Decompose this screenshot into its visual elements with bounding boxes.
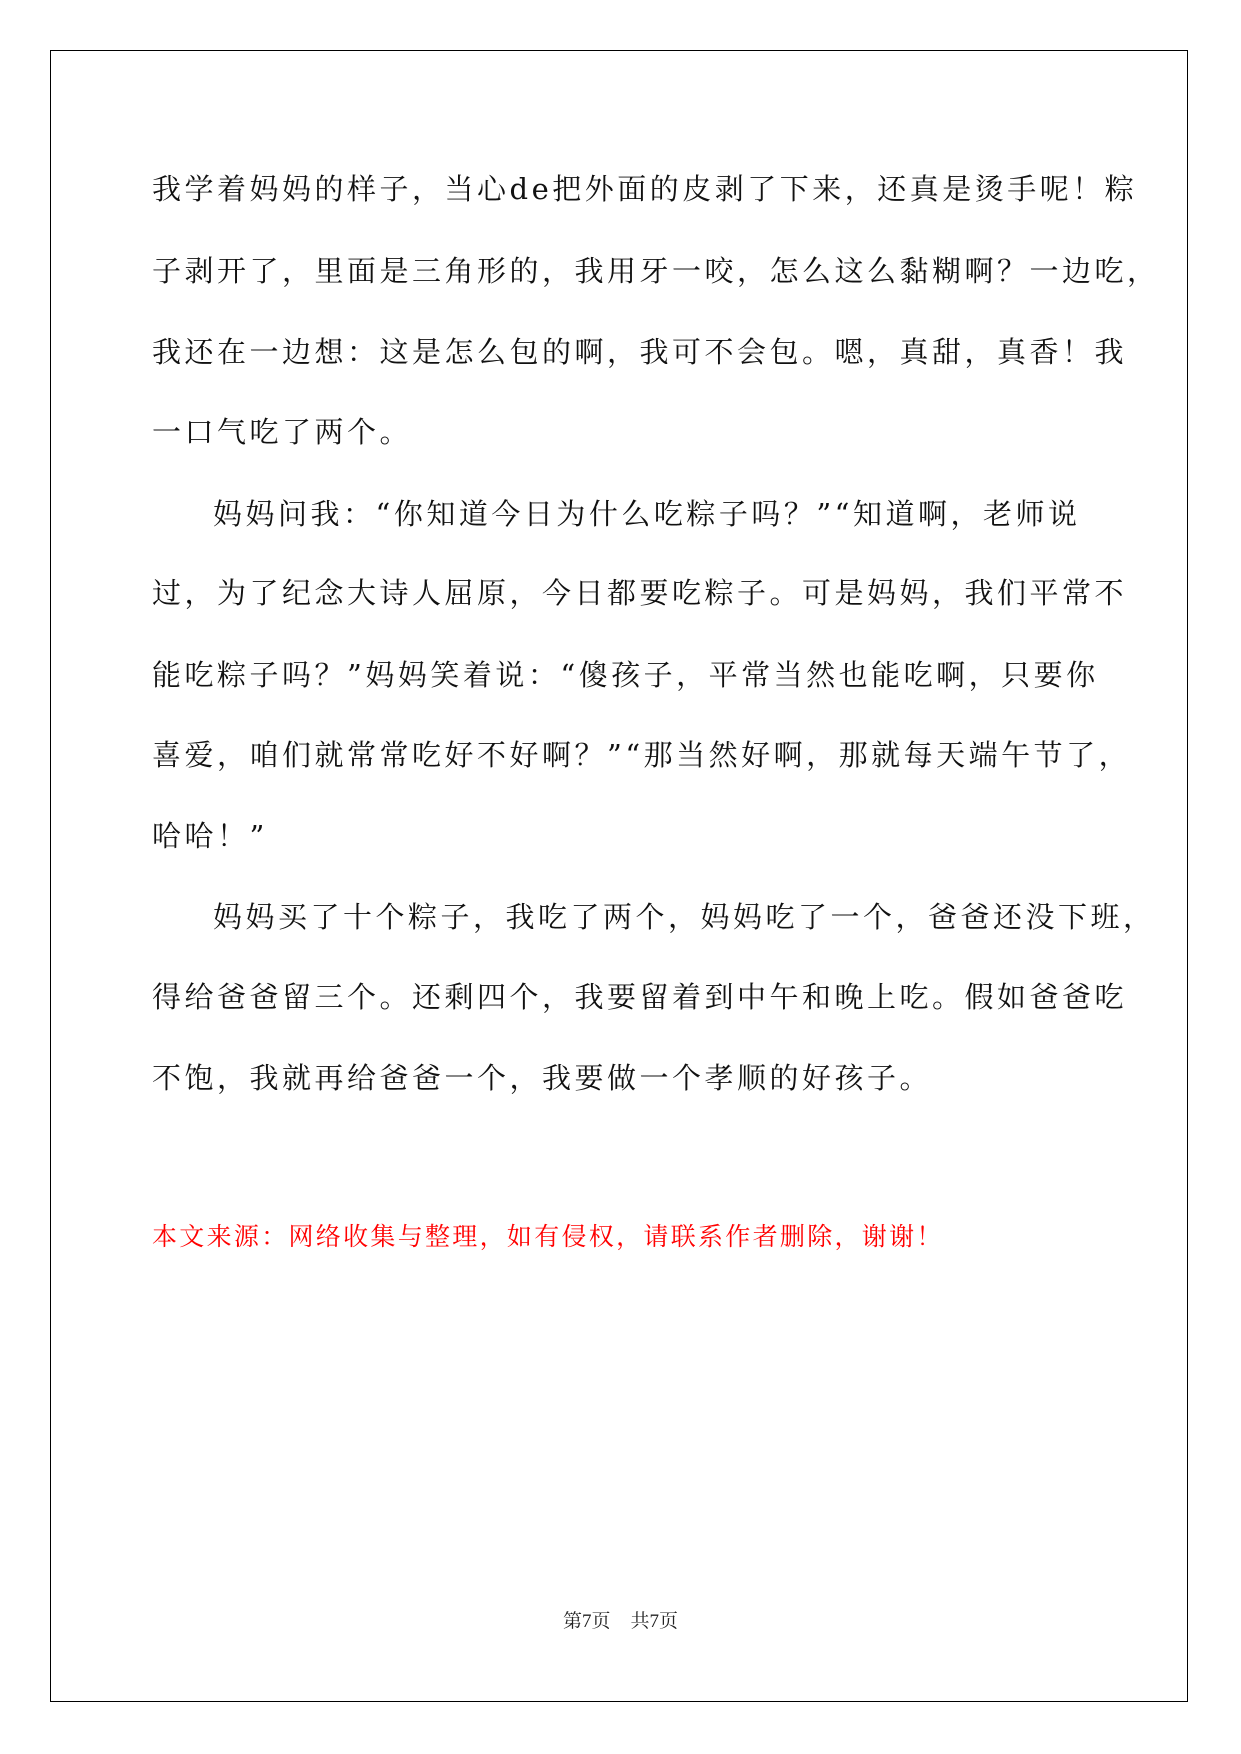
paragraph-2-line-3: 能吃粽子吗？”妈妈笑着说：“傻孩子，平常当然也能吃啊，只要你 bbox=[152, 658, 1099, 692]
page-border bbox=[50, 50, 1188, 1702]
paragraph-1-line-2: 子剥开了，里面是三角形的，我用牙一咬，怎么这么黏糊啊？一边吃， bbox=[152, 254, 1160, 288]
paragraph-1-line-3: 我还在一边想：这是怎么包的啊，我可不会包。嗯，真甜，真香！我 bbox=[152, 335, 1128, 369]
paragraph-1-line-4: 一口气吃了两个。 bbox=[152, 415, 413, 449]
paragraph-2-line-5: 哈哈！” bbox=[152, 819, 268, 853]
paragraph-2-line-1: 妈妈问我：“你知道今日为什么吃粽子吗？”“知道啊，老师说 bbox=[213, 497, 1081, 531]
total-pages: 共7页 bbox=[630, 1611, 679, 1632]
paragraph-3-line-2: 得给爸爸留三个。还剩四个，我要留着到中午和晚上吃。假如爸爸吃 bbox=[152, 980, 1128, 1014]
source-disclaimer: 本文来源：网络收集与整理，如有侵权，请联系作者删除，谢谢！ bbox=[152, 1222, 944, 1251]
paragraph-2-line-4: 喜爱，咱们就常常吃好不好啊？”“那当然好啊，那就每天端午节了， bbox=[152, 738, 1132, 772]
page-footer bbox=[0, 1606, 1241, 1633]
paragraph-1-line-1: 我学着妈妈的样子，当心de把外面的皮剥了下来，还真是烫手呢！粽 bbox=[152, 172, 1138, 206]
current-page-number: 第7页 bbox=[562, 1611, 611, 1632]
paragraph-3-line-1: 妈妈买了十个粽子，我吃了两个，妈妈吃了一个，爸爸还没下班， bbox=[213, 900, 1156, 934]
paragraph-3-line-3: 不饱，我就再给爸爸一个，我要做一个孝顺的好孩子。 bbox=[152, 1061, 933, 1095]
paragraph-2-line-2: 过，为了纪念大诗人屈原，今日都要吃粽子。可是妈妈，我们平常不 bbox=[152, 576, 1128, 610]
